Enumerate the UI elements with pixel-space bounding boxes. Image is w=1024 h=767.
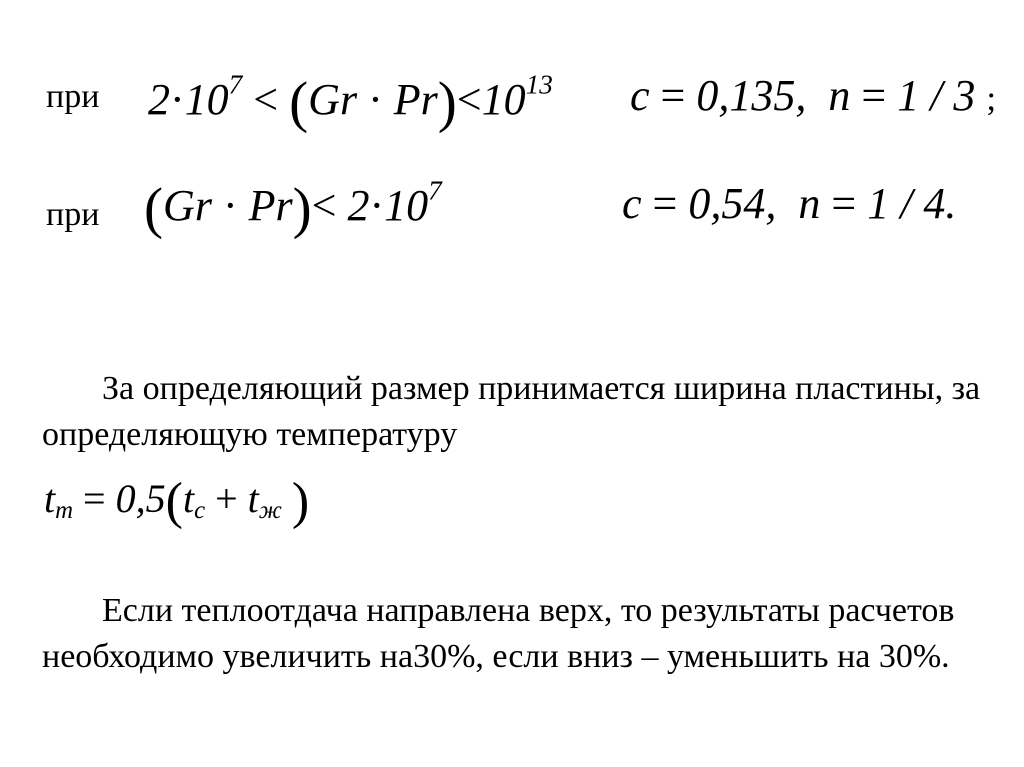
cond2-gr: Gr	[163, 181, 212, 231]
definition-paragraph	[42, 366, 982, 458]
definition-text: За определяющий размер принимается ширина пластины, за определяющую температуру	[42, 370, 981, 453]
condition-2-coefficients: c = 0,54, n = 1 / 4.	[622, 179, 957, 228]
mean-temperature-formula: $t_m = 0,5(t_c + t_ж$ )	[44, 473, 310, 530]
cond2-c-value: 0,54,	[688, 179, 777, 228]
cond1-rhs-base: 10	[481, 75, 526, 125]
cond2-pr: Pr	[248, 181, 293, 231]
cond1-c-label: c	[630, 71, 650, 120]
tm-sub-m: m	[55, 496, 74, 524]
tm-sub-zh: ж	[258, 496, 282, 524]
tm-t: t	[44, 475, 56, 521]
cond2-n-value: 1 / 4.	[867, 179, 957, 228]
cond1-lhs: 2	[148, 75, 170, 125]
cond2-n-label: n	[798, 179, 821, 228]
cond1-gr: Gr	[308, 75, 358, 125]
condition-2-inequality: $(Gr \cdot Pr)< 2\cdot 10^7$	[144, 175, 442, 240]
cond1-n-value: 1 / 3	[897, 71, 976, 120]
condition-2-prefix: при	[46, 196, 100, 233]
cond1-end: ;	[986, 79, 997, 118]
cond1-pr: Pr	[393, 75, 438, 125]
condition-1-coefficients: c = 0,135, n = 1 / 3 ;	[630, 71, 997, 120]
cond2-c-label: c	[622, 179, 642, 228]
cond2-rhs-exp: 7	[428, 175, 442, 206]
correction-paragraph	[42, 588, 982, 680]
tm-coef: 0,5	[115, 475, 166, 521]
tm-sub-c: c	[194, 496, 206, 524]
cond1-base: 10	[184, 75, 229, 125]
cond1-rhs-exp: 13	[525, 69, 553, 100]
cond1-n-label: n	[828, 71, 851, 120]
tzh-t: t	[247, 475, 259, 521]
cond1-exp: 7	[228, 69, 243, 100]
condition-1-prefix: при	[46, 78, 100, 115]
correction-text: Если теплоотдача направлена верх, то результаты расчетов необходимо увеличить на30%, если вниз – уменьшить на 30%.	[42, 592, 955, 675]
cond1-c-value: 0,135,	[696, 71, 807, 120]
cond2-rhs-base: 10	[384, 181, 429, 231]
condition-1-inequality: $2\cdot 10^7 < (Gr \cdot Pr)<10^{13}$	[148, 69, 553, 134]
tc-t: t	[182, 475, 195, 521]
cond2-rhs-coef: 2	[347, 181, 370, 231]
